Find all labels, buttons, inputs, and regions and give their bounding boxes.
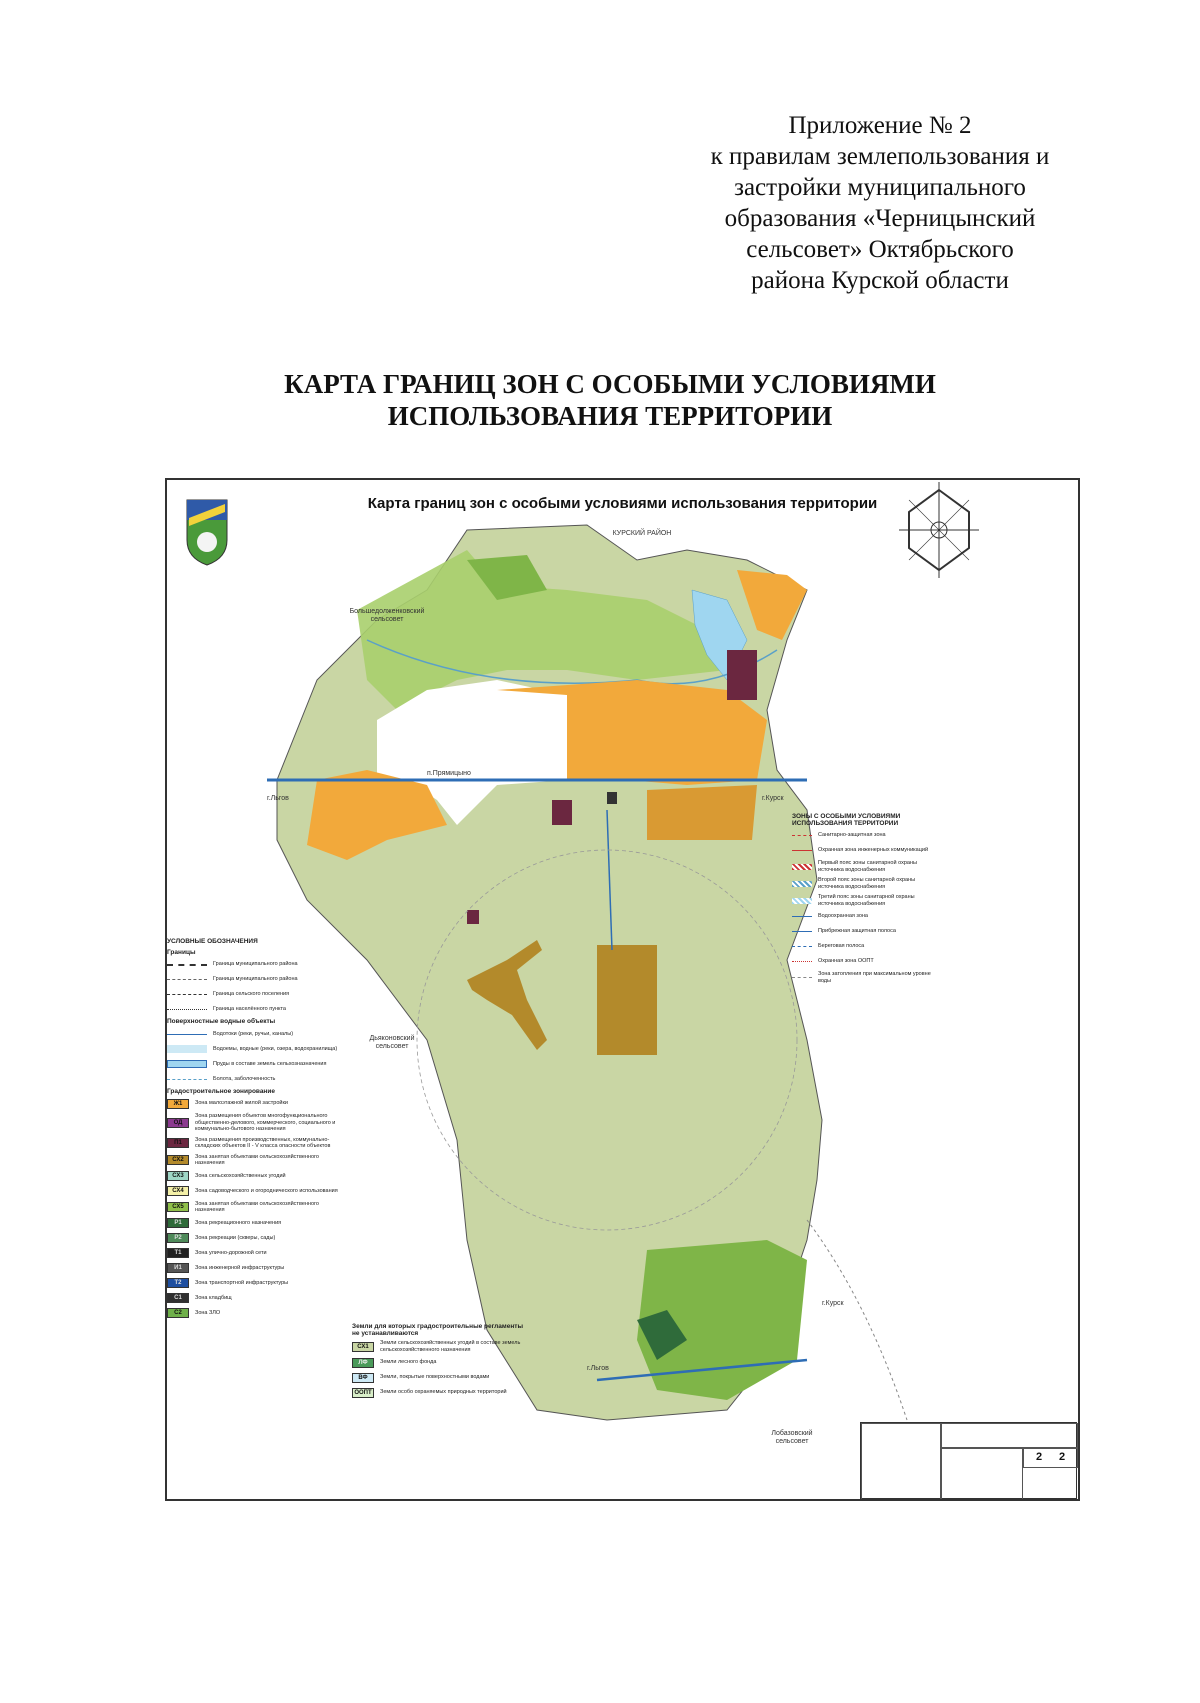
- legend-row: СХ1 Земли сельскохозяйственных угодий в составе земель сельскохозяйственного назначения: [352, 1340, 527, 1353]
- legend-row: Т2 Зона транспортной инфраструктуры: [167, 1278, 347, 1289]
- legend-row: И1 Зона инженерной инфраструктуры: [167, 1263, 347, 1274]
- legend-row: Прибрежная защитная полоса: [792, 926, 937, 937]
- label-dyakonovsky: Дьяконовский сельсовет: [369, 1035, 415, 1050]
- document-title-line: ИСПОЛЬЗОВАНИЯ ТЕРРИТОРИИ: [387, 401, 833, 431]
- legend-row: ООПТ Земли особо охраняемых природных территорий: [352, 1387, 527, 1398]
- legend-mid: [352, 1320, 527, 1402]
- road-outer: [807, 1220, 907, 1420]
- legend-row: СХ3 Зона сельскохозяйственных угодий: [167, 1171, 347, 1182]
- legend-left: [167, 935, 347, 1323]
- legend-row: Болота, заболоченность: [167, 1074, 347, 1085]
- legend-row: ОД Зона размещения объектов многофункционального общественно-делового, коммерческого, социального и коммунально-бытового назначения: [167, 1113, 347, 1133]
- zone-industrial: [727, 650, 757, 700]
- legend-row: Охранная зона инженерных коммуникаций: [792, 845, 937, 856]
- appendix-line: Приложение № 2: [788, 112, 972, 139]
- document-title-line: КАРТА ГРАНИЦ ЗОН С ОСОБЫМИ УСЛОВИЯМИ: [284, 369, 936, 399]
- label-to-kursk: г.Курск: [822, 1300, 844, 1307]
- appendix-line: к правилам землепользования и: [710, 143, 1050, 170]
- zone-industrial: [552, 800, 572, 825]
- legend-row: Р2 Зона рекреации (скверы, сады): [167, 1233, 347, 1244]
- title-block-stamp: [860, 1422, 1077, 1499]
- legend-row: Береговая полоса: [792, 941, 937, 952]
- legend-row: Первый пояс зоны санитарной охраны источника водоснабжения: [792, 860, 937, 873]
- legend-row: Санитарно-защитная зона: [792, 830, 937, 841]
- legend-header: Земли для которых градостроительные регламенты не устанавливаются: [352, 1323, 523, 1337]
- legend-row: ВФ Земли, покрытые поверхностными водами: [352, 1372, 527, 1383]
- legend-row: Водоохранная зона: [792, 911, 937, 922]
- zone-industrial: [607, 792, 617, 804]
- legend-subheader: Градостроительное зонирование: [167, 1087, 275, 1095]
- label-pryamitsyno: п.Прямицыно: [427, 770, 471, 777]
- label-to-lgov: г.Льгов: [587, 1365, 609, 1372]
- legend-row: СХ2 Зона занятая объектами сельскохозяйственного назначения: [167, 1154, 347, 1167]
- legend-row: СХ5 Зона занятая объектами сельскохозяйственного назначения: [167, 1201, 347, 1214]
- legend-row: П1 Зона размещения производственных, коммунально-складских объектов II - V класса опасности объектов: [167, 1137, 347, 1150]
- legend-row: Водоемы, водные (реки, озера, водохранилища): [167, 1044, 347, 1055]
- stamp-sheet: 2: [1036, 1451, 1043, 1463]
- legend-row: Граница населённого пункта: [167, 1004, 347, 1015]
- zone-industrial: [467, 910, 479, 924]
- label-kursky-raion: КУРСКИЙ РАЙОН: [612, 530, 672, 537]
- map-title: Карта границ зон с особыми условиями использования территории: [367, 495, 878, 512]
- legend-row: Ж1 Зона малоэтажной жилой застройки: [167, 1098, 347, 1109]
- legend-row: Т1 Зона улично-дорожной сети: [167, 1248, 347, 1259]
- label-to-kursk: г.Курск: [762, 795, 784, 802]
- legend-row: СХ4 Зона садоводческого и огороднического использования: [167, 1186, 347, 1197]
- label-to-lgov: г.Льгов: [267, 795, 289, 802]
- legend-row: ЛФ Земли лесного фонда: [352, 1357, 527, 1368]
- coat-of-arms-icon: [187, 500, 227, 565]
- appendix-line: сельсовет» Октябрьского: [746, 236, 1014, 263]
- legend-header: ЗОНЫ С ОСОБЫМИ УСЛОВИЯМИ ИСПОЛЬЗОВАНИЯ ТЕРРИТОРИИ: [792, 813, 901, 827]
- stamp-sheets: 2: [1059, 1451, 1066, 1463]
- legend-row: С1 Зона кладбищ: [167, 1293, 347, 1304]
- appendix-line: образования «Черницынский: [724, 205, 1036, 232]
- legend-subheader: Границы: [167, 948, 196, 956]
- legend-row: Охранная зона ООПТ: [792, 956, 937, 967]
- legend-row: Граница муниципального района: [167, 959, 347, 970]
- legend-right: [792, 810, 937, 988]
- appendix-line: застройки муниципального: [734, 174, 1026, 201]
- appendix-note: [640, 110, 1120, 296]
- legend-row: Водотоки (реки, ручьи, каналы): [167, 1029, 347, 1040]
- legend-row: Третий пояс зоны санитарной охраны источника водоснабжения: [792, 894, 937, 907]
- appendix-line: района Курской области: [751, 267, 1009, 294]
- legend-row: Р1 Зона рекреационного назначения: [167, 1218, 347, 1229]
- legend-row: Зона затопления при максимальном уровне воды: [792, 971, 937, 984]
- zone-residential-east: [647, 785, 757, 840]
- map-frame: [165, 478, 1080, 1501]
- legend-row: Второй пояс зоны санитарной охраны источника водоснабжения: [792, 877, 937, 890]
- zone-special: [597, 945, 657, 1055]
- label-bolshodolzhenkovsky: Большедолженковский сельсовет: [349, 608, 425, 623]
- legend-header: УСЛОВНЫЕ ОБОЗНАЧЕНИЯ: [167, 938, 258, 945]
- document-title: [160, 368, 1060, 432]
- legend-row: Граница муниципального района: [167, 974, 347, 985]
- legend-row: С2 Зона ЗЛО: [167, 1308, 347, 1319]
- legend-subheader: Поверхностные водные объекты: [167, 1018, 276, 1025]
- label-pobozhsky: Лобазовский сельсовет: [771, 1430, 813, 1445]
- legend-row: Пруды в составе земель сельхозназначения: [167, 1059, 347, 1070]
- legend-row: Граница сельского поселения: [167, 989, 347, 1000]
- compass-rose-icon: [899, 482, 979, 578]
